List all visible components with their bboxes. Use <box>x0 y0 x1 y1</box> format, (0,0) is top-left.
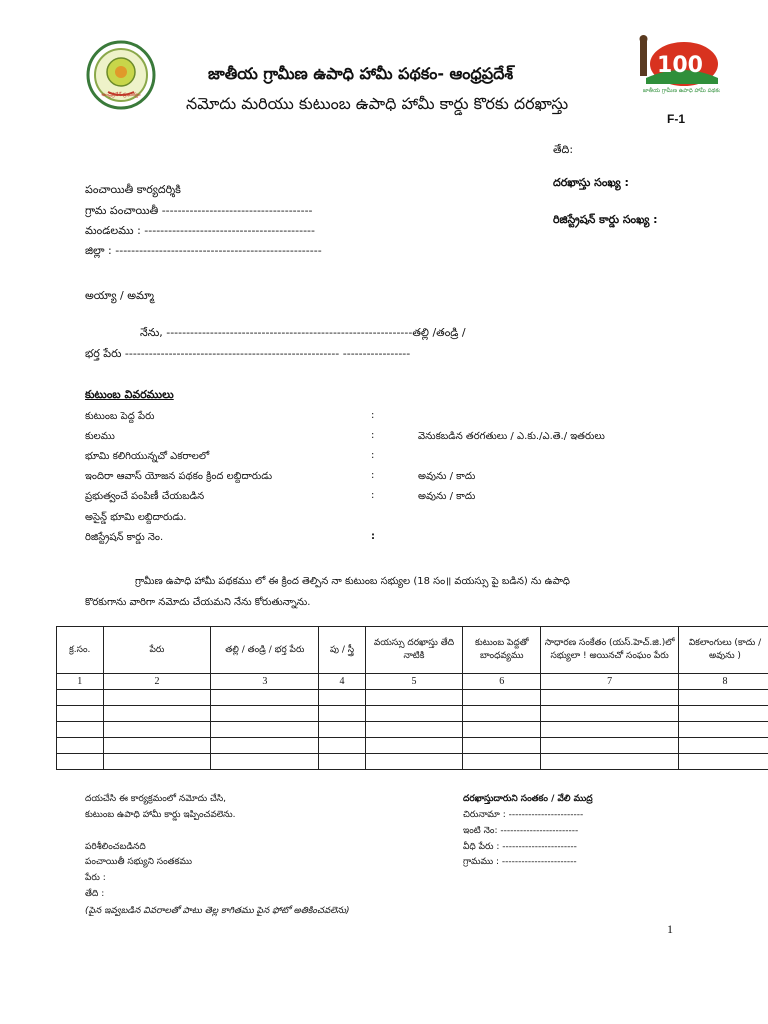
family-row-sep: : <box>371 410 375 421</box>
table-cell[interactable] <box>678 706 768 722</box>
table-cell[interactable] <box>678 690 768 706</box>
table-row <box>57 706 768 722</box>
column-number: 5 <box>365 674 462 690</box>
family-row-label: రిజిస్ట్రేషన్ కార్డు నెం. <box>85 532 164 543</box>
footer-street-line: వీధి పేరు : ----------------------- <box>463 842 577 852</box>
form-title-line1: జాతీయ గ్రామీణ ఉపాధి హామీ పథకం- ఆంధ్రప్రదేశ్ <box>208 64 514 83</box>
table-cell[interactable] <box>365 738 462 754</box>
badge-caption: జాతీయ గ్రామీణ ఉపాధి హామీ పథకం <box>642 88 720 94</box>
footer-name-label: పేరు : <box>85 873 106 883</box>
column-header-parent-spouse-name: తల్లి / తండ్రి / భర్త పేరు <box>211 627 319 674</box>
table-cell[interactable] <box>57 690 104 706</box>
family-row-value: వెనుకబడిన తరగతులు / ఎ.కు./ఎ.తె./ ఇతరులు <box>418 431 605 442</box>
table-cell[interactable] <box>319 754 366 770</box>
table-cell[interactable] <box>103 722 211 738</box>
registration-card-number-label: రిజిస్ట్రేషన్ కార్డు సంఖ్య : <box>553 213 658 226</box>
column-number: 7 <box>541 674 679 690</box>
table-cell[interactable] <box>211 706 319 722</box>
table-cell[interactable] <box>541 690 679 706</box>
family-row-label: కుటుంబ పెద్ద పేరు <box>85 411 155 422</box>
column-header-shg-member: సాధారణ సంకేతం (యస్.హెచ్.జి.)లో సభ్యులా ! అయినచో సంఘం పేరు <box>541 627 679 674</box>
table-cell[interactable] <box>365 706 462 722</box>
table-cell[interactable] <box>319 738 366 754</box>
family-row-sep: : <box>371 490 375 501</box>
table-cell[interactable] <box>57 754 104 770</box>
family-row-label: అసైన్డ్ భూమి లబ్దిదారుడు. <box>85 512 187 523</box>
page-number: 1 <box>667 922 673 936</box>
request-paragraph-line1: గ్రామీణ ఉపాధి హామీ పథకము లో ఈ క్రింద తెల్పిన నా కుటుంబ సభ్యుల (18 సం॥ వయస్సు పై బడిన) ను ఉపాధి <box>135 576 570 587</box>
application-number-label: దరఖాస్తు సంఖ్య : <box>553 176 629 189</box>
table-cell[interactable] <box>211 738 319 754</box>
column-number: 2 <box>103 674 211 690</box>
table-cell[interactable] <box>211 722 319 738</box>
column-header-name: పేరు <box>103 627 211 674</box>
table-cell[interactable] <box>463 690 541 706</box>
seal-text: ఆంధ్రప్రదేశ్ ప్రభుత్వం <box>101 92 141 98</box>
table-cell[interactable] <box>319 722 366 738</box>
family-row-sep: : <box>371 450 375 461</box>
table-cell[interactable] <box>365 754 462 770</box>
footer-request-line1: దయచేసి ఈ కార్యక్రమంలో నమోదు చేసి, <box>85 794 226 804</box>
table-cell[interactable] <box>103 754 211 770</box>
form-title-line2: నమోదు మరియు కుటుంబ ఉపాధి హామీ కార్డు కొరకు దరఖాస్తు <box>186 94 569 113</box>
address-gram-panchayat: గ్రామ పంచాయితీ -------------------------------------- <box>85 204 313 217</box>
column-number: 8 <box>678 674 768 690</box>
table-cell[interactable] <box>463 706 541 722</box>
table-cell[interactable] <box>57 722 104 738</box>
column-number: 6 <box>463 674 541 690</box>
applicant-name-line: నేను, --------------------------------------------------------------తల్లి /తండ్రి / <box>140 326 466 339</box>
column-header-serial: క్ర.సం. <box>57 627 104 674</box>
table-cell[interactable] <box>365 722 462 738</box>
applicant-signature-heading: దరఖాస్తుదారుని సంతకం / వేలి ముద్ర <box>463 794 593 804</box>
table-row <box>57 754 768 770</box>
table-row <box>57 722 768 738</box>
family-row-value: అవును / కాదు <box>418 471 476 482</box>
footer-photo-note: (పైన ఇవ్వబడిన వివరాలతో పాటు తెల్ల కాగితము పైన ఫోటో అతికించవలెను) <box>85 906 350 916</box>
badge-number: 100 <box>657 53 703 78</box>
footer-house-no-line: ఇంటి నెం: ------------------------ <box>463 826 579 836</box>
table-cell[interactable] <box>103 738 211 754</box>
footer-request-line2: కుటుంబ ఉపాధి హామీ కార్డు ఇప్పించవలెను. <box>85 810 236 820</box>
footer-village-line: గ్రామము : ----------------------- <box>463 857 577 867</box>
family-row-sep: : <box>371 531 375 542</box>
table-cell[interactable] <box>541 722 679 738</box>
family-row-label: కులము <box>85 431 115 442</box>
column-header-disabled: వికలాంగులు (కాదు / అవును ) <box>678 627 768 674</box>
footer-member-signature-label: పంచాయితీ సభ్యుని సంతకము <box>85 857 192 867</box>
family-members-table <box>56 626 768 770</box>
table-cell[interactable] <box>678 754 768 770</box>
column-header-relationship: కుటుంబ పెద్దతో బాంధవ్యము <box>463 627 541 674</box>
table-cell[interactable] <box>463 722 541 738</box>
table-cell[interactable] <box>541 738 679 754</box>
address-district: జిల్లా : ---------------------------------------------------- <box>85 244 322 257</box>
salutation: అయ్యా / అమ్మా <box>85 289 154 302</box>
table-row <box>57 738 768 754</box>
table-header-row <box>57 627 768 674</box>
footer-date-label: తేది : <box>85 889 105 899</box>
table-cell[interactable] <box>365 690 462 706</box>
family-row-label: భూమి కలిగియున్నచో ఎకరాలలో <box>85 451 210 462</box>
date-label: తేది: <box>553 143 574 156</box>
column-number: 1 <box>57 674 104 690</box>
table-cell[interactable] <box>541 706 679 722</box>
family-row-sep: : <box>371 430 375 441</box>
column-header-gender: పు / స్త్రీ <box>319 627 366 674</box>
table-cell[interactable] <box>57 738 104 754</box>
request-paragraph-line2: కొరకుగాను వారిగా నమోదు చేయమని నేను కోరుతున్నాను. <box>85 597 311 608</box>
nrega-100-badge-logo <box>632 34 720 100</box>
table-cell[interactable] <box>103 690 211 706</box>
family-details-heading: కుటుంబ వివరములు <box>85 388 174 401</box>
table-cell[interactable] <box>319 690 366 706</box>
table-row <box>57 690 768 706</box>
table-cell[interactable] <box>541 754 679 770</box>
table-cell[interactable] <box>57 706 104 722</box>
table-cell[interactable] <box>211 754 319 770</box>
table-cell[interactable] <box>463 738 541 754</box>
table-cell[interactable] <box>463 754 541 770</box>
government-seal-logo <box>86 40 156 110</box>
footer-verified-label: పరిశీలించబడినది <box>85 842 146 852</box>
family-row-label: ఇందిరా ఆవాస్ యోజన పథకం క్రింద లబ్దిదారుడు <box>85 471 273 482</box>
table-cell[interactable] <box>319 706 366 722</box>
column-number: 3 <box>211 674 319 690</box>
family-row-value: అవును / కాదు <box>418 491 476 502</box>
address-mandal: మండలము : ------------------------------------------- <box>85 224 315 237</box>
column-number: 4 <box>319 674 366 690</box>
table-cell[interactable] <box>678 738 768 754</box>
table-number-row <box>57 674 768 690</box>
table-cell[interactable] <box>103 706 211 722</box>
table-cell[interactable] <box>678 722 768 738</box>
family-row-sep: : <box>371 470 375 481</box>
form-number: F-1 <box>667 112 685 126</box>
footer-address-line: చిరునామా : ----------------------- <box>463 810 584 820</box>
table-cell[interactable] <box>211 690 319 706</box>
spouse-name-line: భర్త పేరు ------------------------------------------------------ ----------------- <box>85 347 411 360</box>
family-row-label: ప్రభుత్వంచే పంపిణీ చేయబడిన <box>85 491 205 502</box>
address-recipient: పంచాయితీ కార్యదర్శికి <box>85 183 181 196</box>
column-header-age: వయస్సు దరఖాస్తు తేది నాటికి <box>365 627 462 674</box>
